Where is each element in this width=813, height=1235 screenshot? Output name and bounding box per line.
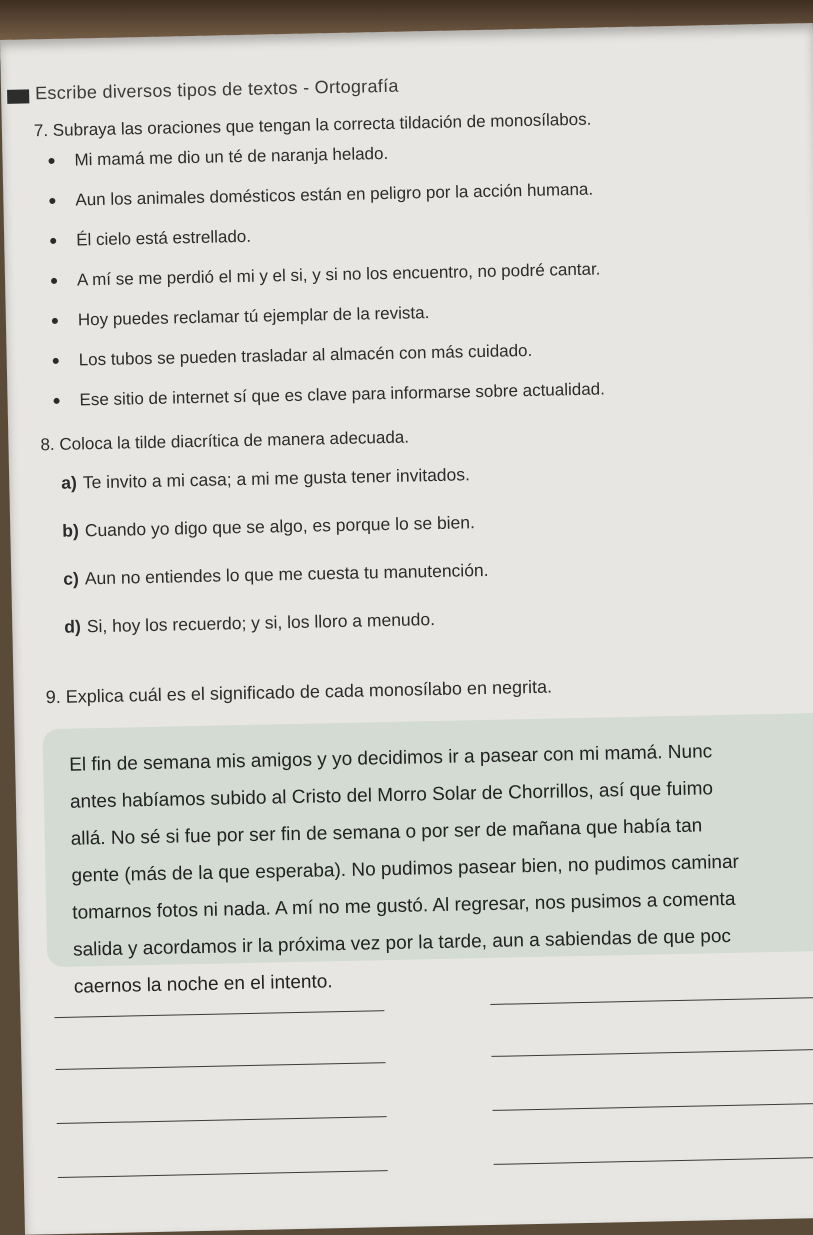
list-item: Él cielo está estrellado. [56, 216, 757, 271]
list-item: Los tubos se pueden trasladar al almacén con más cuidado. [59, 336, 760, 391]
bullet-icon [49, 198, 55, 204]
answer-line[interactable] [56, 1062, 386, 1070]
bullet-icon [54, 398, 60, 404]
answer-line[interactable] [58, 1170, 388, 1178]
list-item: b) Cuando yo digo que se algo, es porque lo se bien. [62, 512, 476, 541]
answer-line[interactable] [57, 1116, 387, 1124]
question-9-title: 9. Explica cuál es el significado de cada monosílabo en negrita. [45, 676, 553, 708]
answer-line[interactable] [54, 1010, 384, 1018]
answer-line[interactable] [491, 1049, 813, 1058]
question-8-list [61, 464, 490, 665]
worksheet-page [0, 23, 813, 1235]
bullet-icon [51, 278, 57, 284]
page-title: Escribe diversos tipos de textos - Ortografía [34, 75, 399, 104]
reading-line: allá. No sé si fue por ser fin de semana o por ser de mañana que había tan [70, 815, 703, 850]
reading-line: antes habíamos subido al Cristo del Morro Solar de Chorrillos, así que fuimo [69, 778, 714, 813]
question-7-list [54, 136, 760, 431]
bullet-icon [53, 358, 59, 364]
bullet-icon [52, 318, 58, 324]
list-item: Ese sitio de internet sí que es clave para informarse sobre actualidad. [59, 376, 760, 431]
reading-line: El fin de semana mis amigos y yo decidimos ir a pasear con mi mamá. Nunc [68, 741, 713, 776]
list-item: Aun los animales domésticos están en peligro por la acción humana. [55, 176, 756, 231]
reading-line: gente (más de la que esperaba). No pudimos pasear bien, no pudimos caminar [71, 851, 740, 887]
section-marker [7, 89, 29, 103]
reading-line: salida y acordamos ir la próxima vez por la tarde, aun a sabiendas de que poc [72, 925, 732, 961]
question-8-title: 8. Coloca la tilde diacrítica de manera adecuada. [40, 427, 410, 455]
list-item: d) Si, hoy los recuerdo; y si, los lloro a menudo. [64, 609, 436, 637]
question-7-title: 7. Subraya las oraciones que tengan la correcta tildación de monosílabos. [33, 109, 592, 141]
answer-line[interactable] [494, 1157, 813, 1166]
reading-passage [42, 713, 813, 998]
reading-line: tomarnos fotos ni nada. A mí no me gustó. Al regresar, nos pusimos a comenta [72, 888, 736, 924]
answer-line[interactable] [490, 997, 813, 1006]
list-item: A mí se me perdió el mi y el si, y si no los encuentro, no podré cantar. [57, 256, 758, 311]
list-item: Mi mamá me dio un té de naranja helado. [54, 136, 755, 191]
bullet-icon [50, 238, 56, 244]
bullet-icon [48, 158, 54, 164]
list-item: c) Aun no entiendes lo que me cuesta tu manutención. [63, 559, 489, 589]
list-item: a) Te invito a mi casa; a mi me gusta tener invitados. [61, 464, 471, 493]
reading-line: caernos la noche en el intento. [73, 971, 333, 998]
list-item: Hoy puedes reclamar tú ejemplar de la revista. [58, 296, 759, 351]
answer-line[interactable] [493, 1103, 813, 1112]
